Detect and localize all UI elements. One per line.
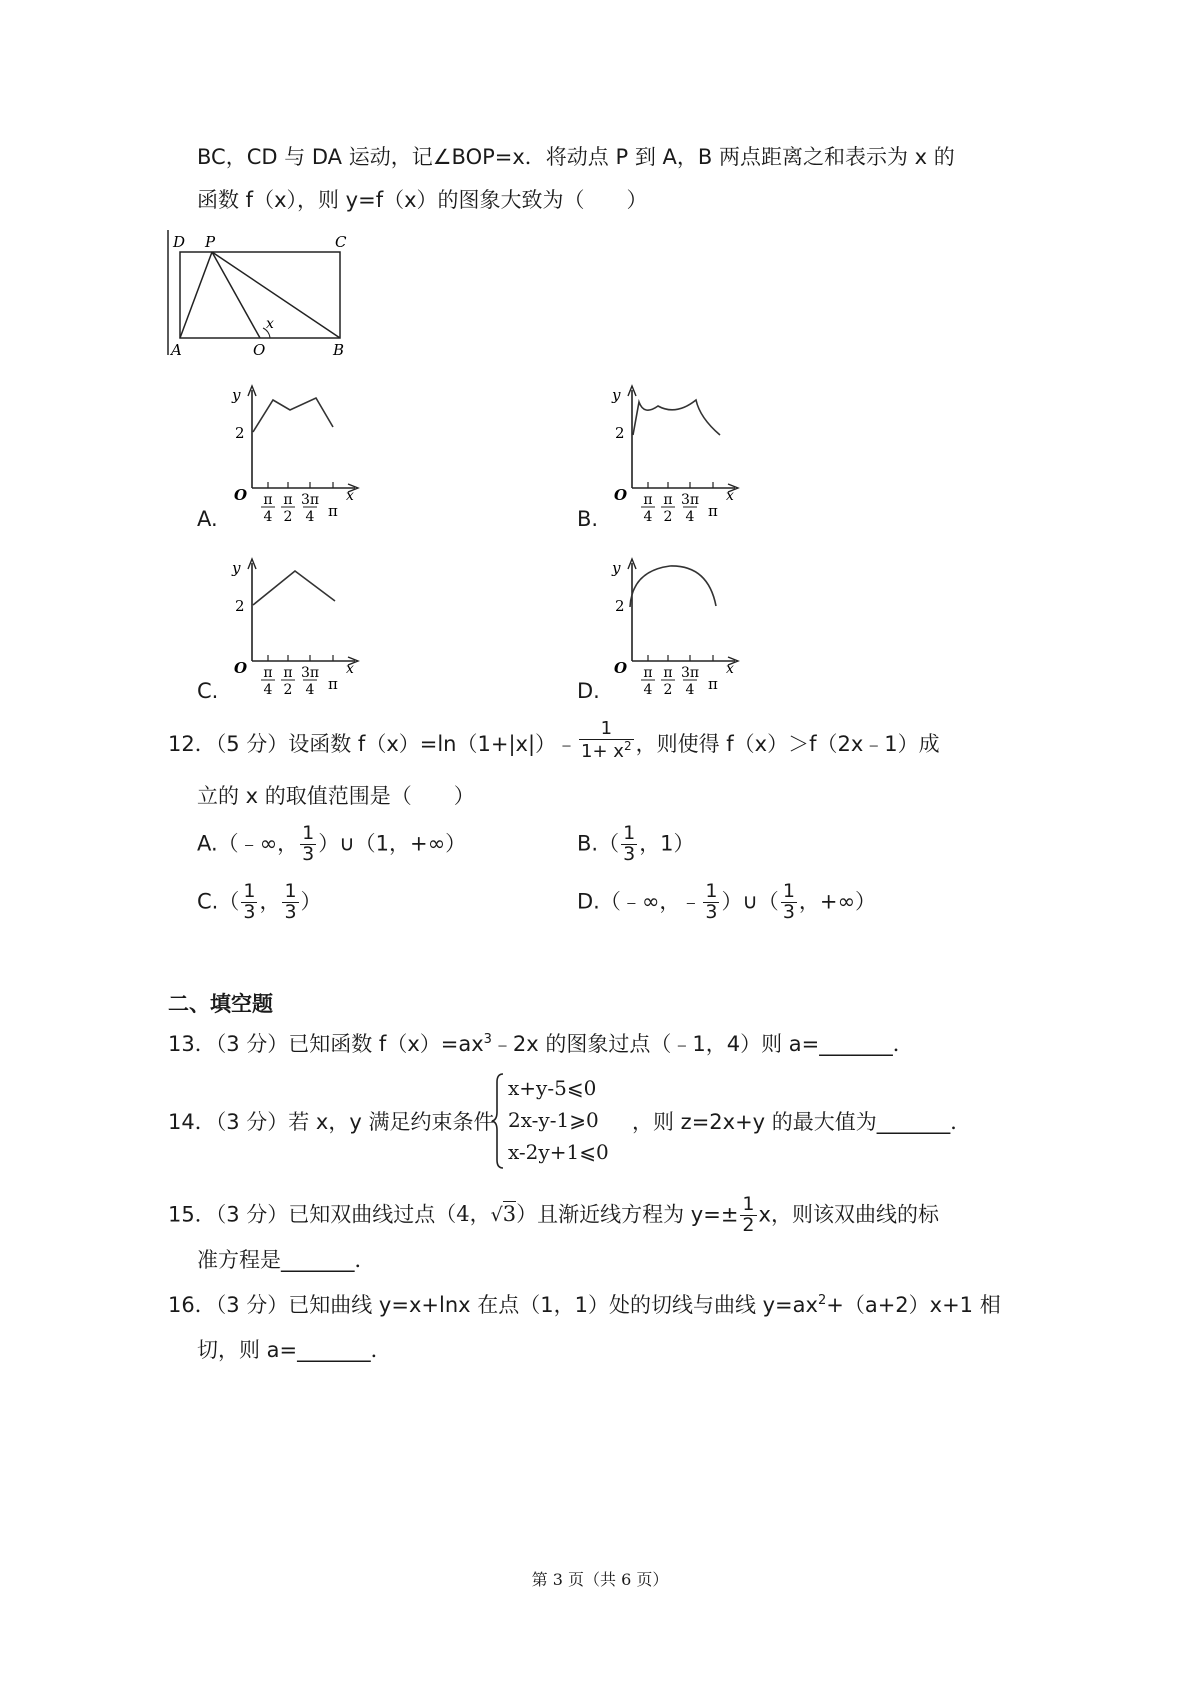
label-P: P [205,233,216,251]
q12-optB-den: 3 [623,842,636,865]
x-tick-label-num: π [643,492,653,508]
sqrt-icon: √ [490,1204,503,1227]
x-tick-label-num: π [663,492,673,508]
x-tick-label-den: 2 [283,509,293,525]
y-tick-label-2: 2 [235,597,245,615]
q13-post: ﹣2x 的图象过点（﹣1，4）则 a=_______． [491,1032,914,1056]
q12-line2: 立的 x 的取值范围是（ ） [197,784,475,808]
graph-option-D [608,553,748,698]
x-axis-label: x [346,661,354,677]
x-tick-label-den: 4 [685,509,695,525]
q14-constraint-1: x+y-5⩽0 [508,1076,597,1100]
q11-line2: 函数 f（x），则 y=f（x）的图象大致为（ ） [197,188,648,212]
q12-fraction [579,720,634,762]
q13 [168,1033,914,1055]
q12-optB-frac [621,824,637,865]
section-heading: 二、填空题 [168,992,273,1016]
x-tick-label-den: 2 [283,682,293,698]
q12-optD-num2: 1 [782,880,795,902]
q12-option-D [577,882,876,923]
q12-optB-post: ，1） [639,831,695,856]
y-tick-label-2: 2 [615,597,625,615]
x-tick-label-num: π [643,665,653,681]
label-angle-x: x [266,316,274,332]
x-tick-label-num: π [283,665,293,681]
q12-optC-mid: ， [259,889,281,914]
q12-line1 [168,718,940,762]
q14-constraint-3: x-2y+1⩽0 [508,1140,609,1164]
x-tick-label-num: π [263,665,273,681]
q12-optC-den2: 3 [284,900,297,923]
graph-option-B [608,380,748,525]
q12-optC-num1: 1 [243,880,256,902]
x-tick-label-den: 4 [305,509,315,525]
x-tick-label-den: 4 [305,682,315,698]
x-tick-label-den: 4 [263,509,273,525]
x-tick-label-den: 4 [643,682,653,698]
x-tick-label-num: 3π [300,492,320,508]
x-tick-label-den: 2 [663,509,673,525]
x-tick-label-pi: π [708,675,718,693]
q14-prefix: 14．（3 分）若 x，y 满足约束条件 [168,1110,495,1134]
q15-frac-den: 2 [742,1213,755,1236]
label-O: O [253,341,266,359]
q15-mid: 且渐近线方程为 y=± [537,1202,739,1227]
q12-frac-den-exp: 2 [623,738,632,753]
label-A: A [171,341,182,359]
q12-optC-post: ） [300,889,322,914]
q15-point-pre: （4， [435,1202,491,1227]
y-axis-label: y [232,386,241,404]
q16-sup: 2 [817,1293,827,1308]
q12-prefix: 12．（5 分）设函数 f（x）=ln（1+|x|）﹣ [168,731,578,756]
x-axis-label: x [726,488,734,504]
q12-optB-pre: B.（ [577,831,620,856]
q14-suffix: ，则 z=2x+y 的最大值为_______． [632,1110,972,1134]
q12-option-B [577,824,695,865]
q15-line2: 准方程是_______． [197,1248,376,1272]
label-D: D [173,233,186,251]
q12-optB-num: 1 [623,822,636,844]
rectangle-figure [165,230,365,360]
q13-pre: 13．（3 分）已知函数 f（x）=ax [168,1032,484,1056]
q12-optD-post: ，+∞） [798,889,876,914]
q15-post: x，则该双曲线的标 [758,1202,939,1227]
curve-C [253,571,335,605]
q11-option-A-label: A. [197,507,218,531]
origin-label: O [234,659,248,677]
q12-optD-frac1 [703,882,719,923]
origin-label: O [614,486,628,504]
q11-option-D-label: D. [577,679,600,703]
label-B: B [333,341,345,359]
x-axis-label: x [726,661,734,677]
x-tick-label-pi: π [328,502,338,520]
q12-option-A [197,824,466,865]
q12-optC-den1: 3 [243,900,256,923]
origin-label: O [234,486,248,504]
y-axis-label: y [612,386,621,404]
graph-option-C [228,553,368,698]
q12-optD-mid: ）∪（ [721,889,779,914]
curve-B [633,400,720,435]
x-tick-label-num: 3π [680,492,700,508]
x-tick-label-den: 4 [263,682,273,698]
q13-sup: 3 [483,1032,492,1047]
q16-post: +（a+2）x+1 相 [826,1293,1001,1317]
x-tick-label-den: 4 [685,682,695,698]
q12-frac-den: 1+ x [581,740,624,762]
q16-pre: 16．（3 分）已知曲线 y=x+lnx 在点（1，1）处的切线与曲线 y=ax [168,1293,818,1317]
q12-optD-frac2 [781,882,797,923]
q12-option-C [197,882,322,923]
q15-point [435,1202,537,1226]
curve-D [630,566,716,607]
q12-optC-pre: C.（ [197,889,240,914]
left-brace [490,1072,506,1170]
q11-option-C-label: C. [197,679,219,703]
q12-optA-pre: A.（﹣∞， [197,831,299,856]
x-tick-label-num: 3π [300,665,320,681]
x-tick-label-den: 2 [663,682,673,698]
q11-line1: BC，CD 与 DA 运动，记∠BOP=x．将动点 P 到 A，B 两点距离之和表示为 x 的 [197,145,955,169]
y-axis-label: y [232,559,241,577]
q12-optA-frac [300,824,316,865]
q15-line1 [168,1195,939,1236]
q12-optD-den1: 3 [705,900,718,923]
q15-frac-num: 1 [742,1193,755,1215]
q12-suffix: ，则使得 f（x）＞f（2x﹣1）成 [635,731,940,756]
q12-optC-frac2 [282,882,298,923]
y-tick-label-2: 2 [615,424,625,442]
q12-optA-post: ）∪（1，+∞） [318,831,467,856]
q12-optA-den: 3 [302,842,315,865]
q15-pre: 15．（3 分）已知双曲线过点 [168,1202,436,1227]
y-axis-label: y [612,559,621,577]
curve-A [253,398,333,432]
q15-point-radicand: 3 [502,1202,517,1227]
q12-optC-num2: 1 [284,880,297,902]
origin-label: O [614,659,628,677]
q12-optD-pre: D.（﹣∞，﹣ [577,889,702,914]
q12-optC-frac1 [241,882,257,923]
page-footer: 第 3 页（共 6 页） [531,1570,669,1589]
x-axis-label: x [346,488,354,504]
label-C: C [335,233,347,251]
graph-option-A [228,380,368,525]
q15-fraction [740,1195,756,1236]
x-tick-label-num: π [263,492,273,508]
q11-option-B-label: B. [577,507,599,531]
x-tick-label-pi: π [328,675,338,693]
x-tick-label-pi: π [708,502,718,520]
q12-optA-num: 1 [302,822,315,844]
q12-frac-num: 1 [579,720,634,740]
x-tick-label-num: π [663,665,673,681]
y-tick-label-2: 2 [235,424,245,442]
q15-point-post: ） [516,1202,538,1227]
q14-constraint-2: 2x-y-1⩾0 [508,1108,599,1132]
q16-line2: 切，则 a=_______． [197,1338,392,1362]
q12-optD-num1: 1 [705,880,718,902]
q16-line1 [168,1294,1001,1316]
q12-optD-den2: 3 [782,900,795,923]
x-tick-label-den: 4 [643,509,653,525]
x-tick-label-num: π [283,492,293,508]
x-tick-label-num: 3π [680,665,700,681]
